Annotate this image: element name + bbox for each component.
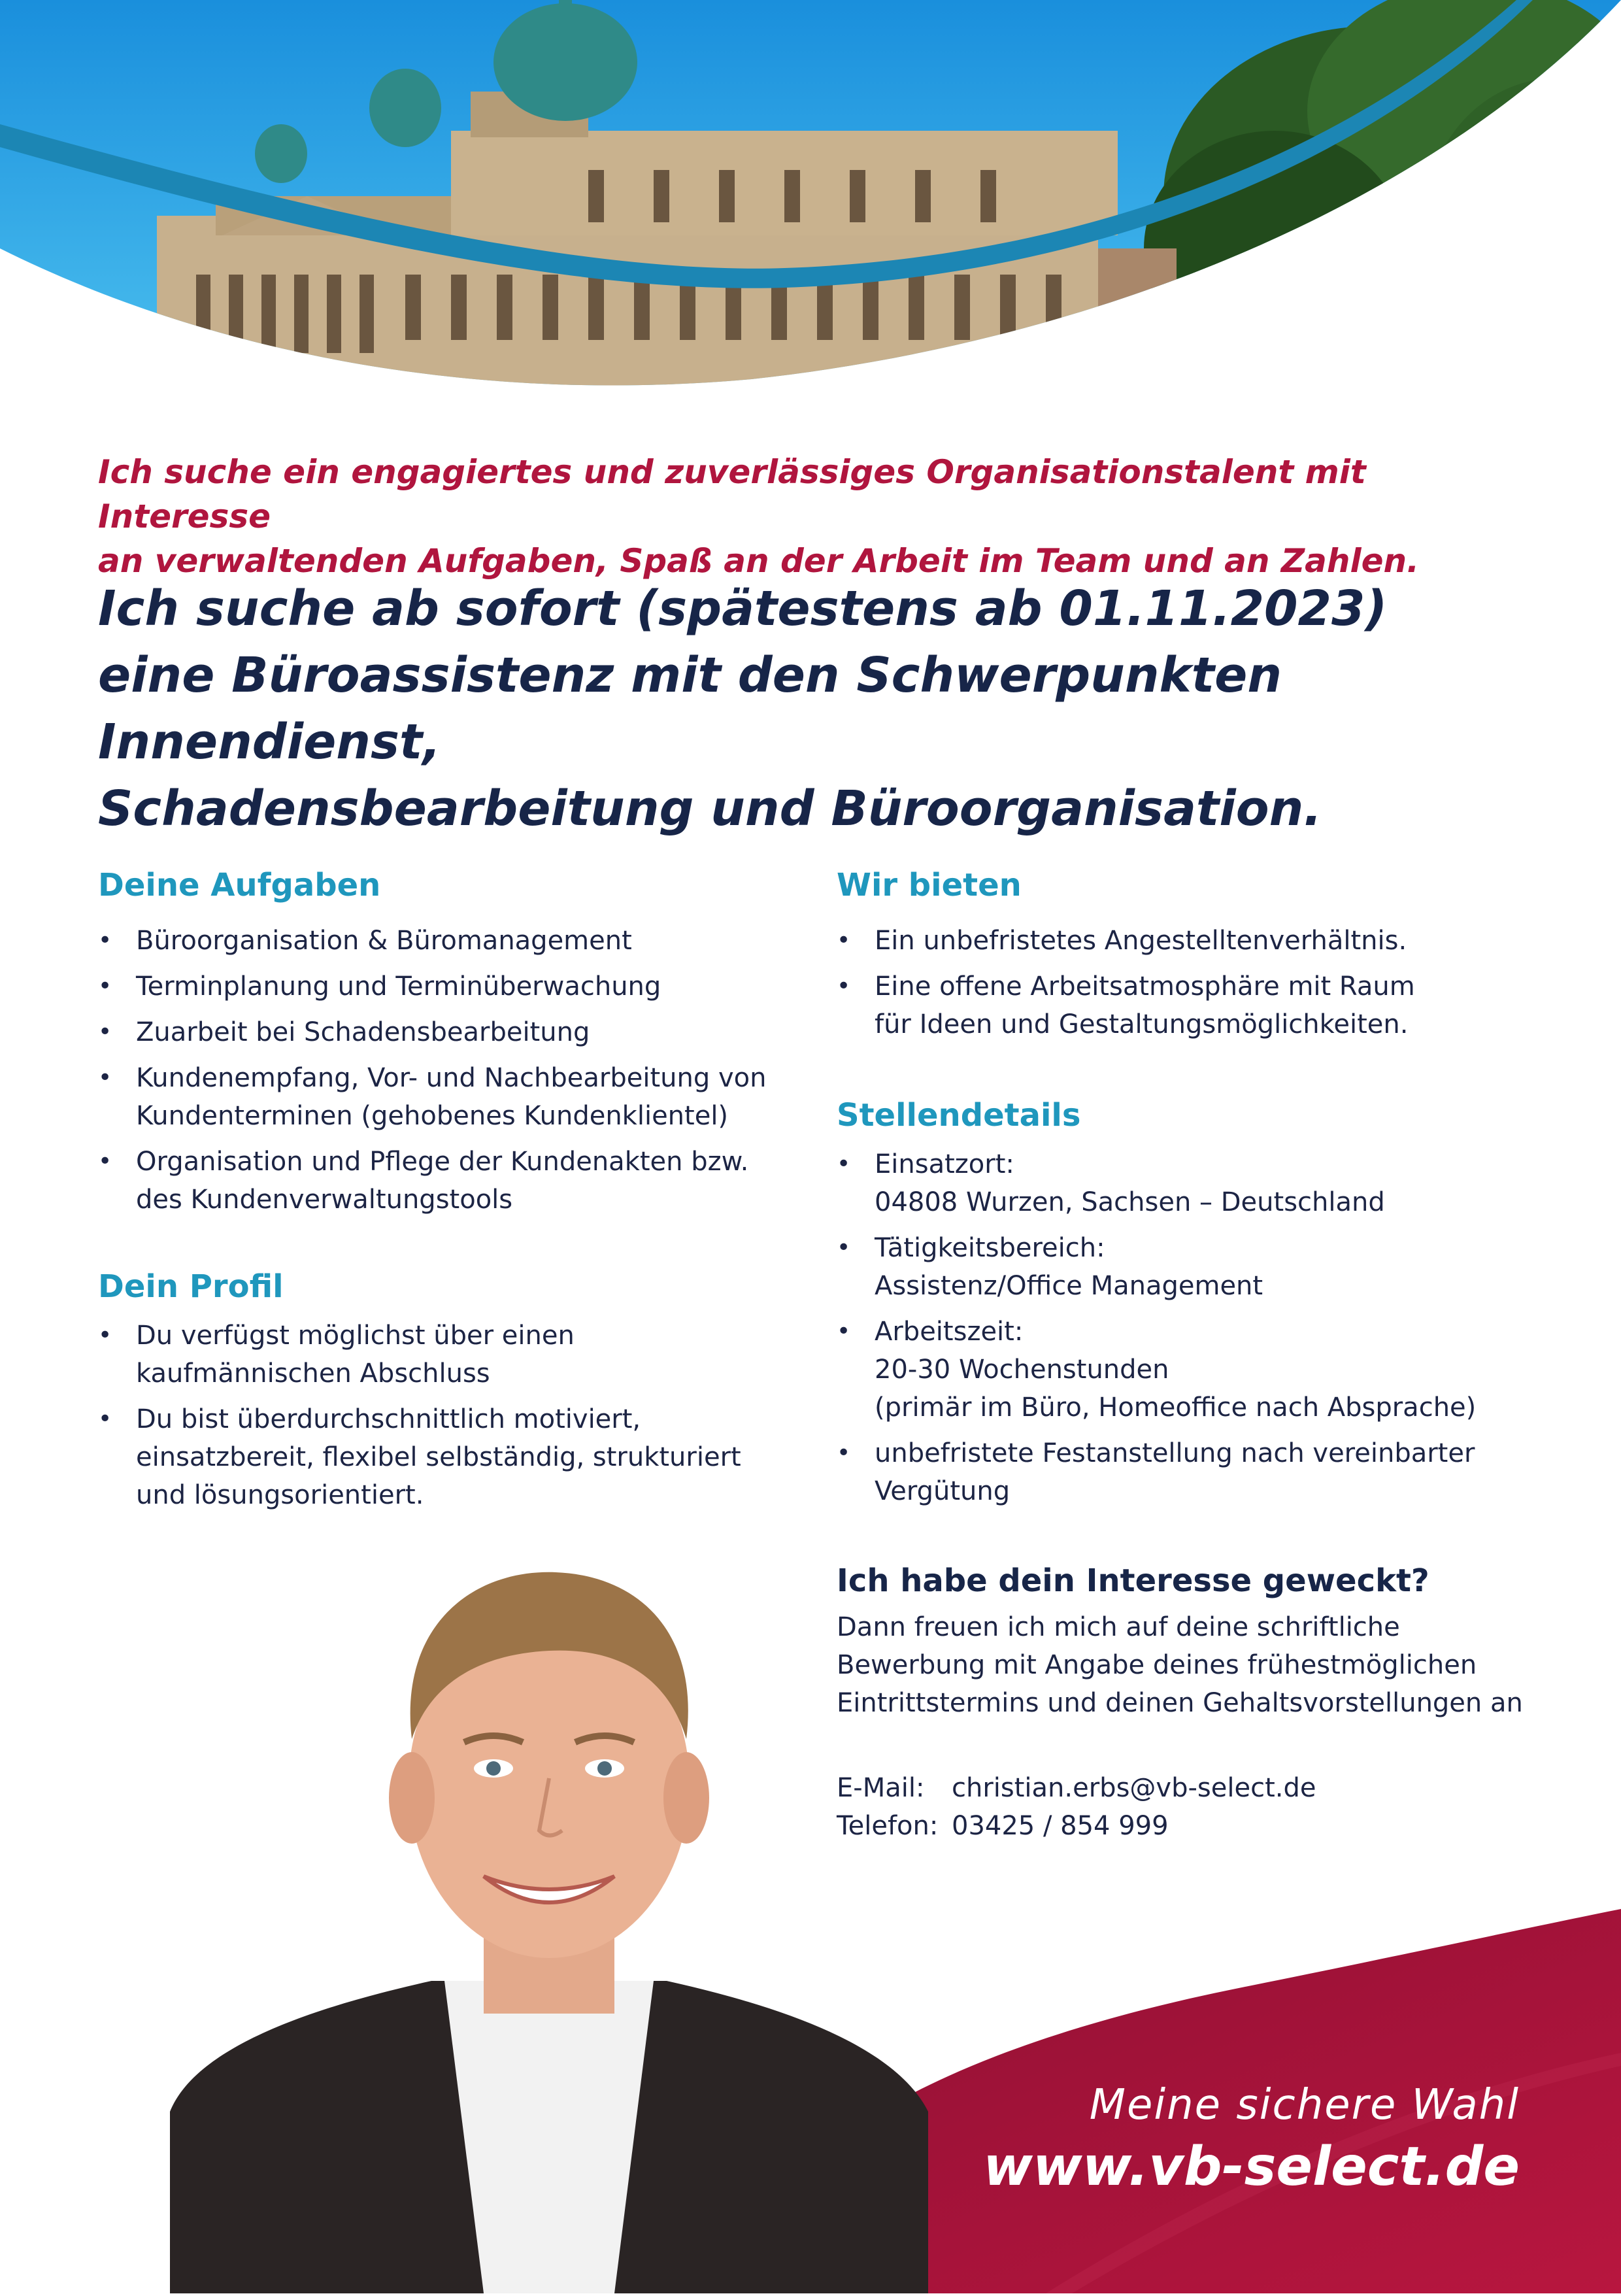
list-item — [98, 968, 784, 1005]
list-item-line: kaufmännischen Abschluss — [136, 1359, 490, 1389]
list-item-line: • Terminplanung und Terminüberwachung — [136, 971, 661, 1002]
headline — [98, 575, 1556, 842]
aufgaben-title: Deine Aufgaben — [98, 867, 381, 903]
headline-line: Ich suche ab sofort (spätestens ab 01.11.2023) — [98, 581, 1388, 637]
bieten-title: Wir bieten — [837, 867, 1022, 903]
list-item-line: einsatzbereit, flexibel selbständig, strukturiert — [136, 1442, 741, 1472]
aufgaben-list — [98, 922, 784, 1226]
list-item-line: • Organisation und Pflege der Kundenakten bzw. — [136, 1147, 749, 1177]
list-item-line: • Kundenempfang, Vor- und Nachbearbeitung von — [136, 1063, 767, 1093]
list-item-line: für Ideen und Gestaltungsmöglichkeiten. — [875, 1009, 1409, 1039]
list-item — [837, 1229, 1556, 1305]
website-link[interactable]: www.vb-select.de — [983, 2136, 1520, 2198]
cta-line: Eintrittstermins und deinen Gehaltsvorstellungen an — [837, 1688, 1523, 1718]
slogan — [983, 2079, 1520, 2203]
list-item-line: 04808 Wurzen, Sachsen – Deutschland — [875, 1187, 1385, 1217]
list-item — [98, 1059, 784, 1135]
intro-text — [98, 450, 1536, 583]
profil-title: Dein Profil — [98, 1268, 284, 1305]
bieten-list — [837, 922, 1556, 1051]
list-item-line: Assistenz/Office Management — [875, 1271, 1263, 1301]
list-item — [837, 1145, 1556, 1221]
intro-line: Ich suche ein engagiertes und zuverlässiges Organisationstalent mit Interesse — [98, 453, 1366, 535]
list-item — [98, 1317, 784, 1393]
headline-line: Schadensbearbeitung und Büroorganisation. — [98, 781, 1322, 837]
cta-line: Bewerbung mit Angabe deines frühestmöglichen — [837, 1650, 1477, 1680]
list-item — [837, 1434, 1556, 1510]
list-item-line: • Eine offene Arbeitsatmosphäre mit Raum — [875, 971, 1415, 1002]
cta-title: Ich habe dein Interesse geweckt? — [837, 1562, 1429, 1599]
list-item-line: 20-30 Wochenstunden — [875, 1355, 1169, 1385]
phone-label: Telefon: — [837, 1811, 939, 1841]
list-item-line: Vergütung — [875, 1476, 1011, 1506]
list-item-line: des Kundenverwaltungstools — [136, 1185, 513, 1215]
details-list — [837, 1145, 1556, 1518]
email-label: E-Mail: — [837, 1773, 925, 1803]
tagline: Meine sichere Wahl — [1089, 2081, 1520, 2129]
portrait-photo — [157, 1523, 941, 2293]
cta-text — [837, 1608, 1588, 1722]
list-item — [98, 1013, 784, 1051]
hero-image — [0, 0, 1621, 392]
details-title: Stellendetails — [837, 1097, 1081, 1134]
list-item-line: und lösungsorientiert. — [136, 1480, 424, 1510]
profil-list — [98, 1317, 784, 1522]
cta-line: Dann freuen ich mich auf deine schriftliche — [837, 1612, 1400, 1642]
list-item-line: • Ein unbefristetes Angestelltenverhältnis. — [875, 926, 1407, 956]
list-item-line: • Du verfügst möglichst über einen — [136, 1321, 575, 1351]
list-item-line: • Zuarbeit bei Schadensbearbeitung — [136, 1017, 590, 1047]
list-item-line: (primär im Büro, Homeoffice nach Absprache) — [875, 1393, 1477, 1423]
list-item — [98, 1143, 784, 1219]
list-item — [837, 968, 1556, 1043]
list-item-line: • unbefristete Festanstellung nach vereinbarter — [875, 1438, 1475, 1468]
list-item-line: • Büroorganisation & Büromanagement — [136, 926, 632, 956]
list-item-line: • Du bist überdurchschnittlich motiviert, — [136, 1404, 641, 1434]
phone-number[interactable]: 03425 / 854 999 — [952, 1811, 1169, 1841]
list-item-line: Kundenterminen (gehobenes Kundenklientel) — [136, 1101, 729, 1131]
headline-line: eine Büroassistenz mit den Schwerpunkten Innendienst, — [98, 647, 1282, 770]
list-item — [837, 1313, 1556, 1427]
list-item-line: • Tätigkeitsbereich: — [875, 1233, 1105, 1263]
intro-line: an verwaltenden Aufgaben, Spaß an der Arbeit im Team und an Zahlen. — [98, 542, 1420, 580]
email-link[interactable]: christian.erbs@vb-select.de — [952, 1773, 1316, 1803]
list-item-line: • Arbeitszeit: — [875, 1317, 1024, 1347]
list-item-line: • Einsatzort: — [875, 1149, 1014, 1179]
list-item — [98, 1400, 784, 1514]
list-item — [98, 922, 784, 960]
list-item — [837, 922, 1556, 960]
